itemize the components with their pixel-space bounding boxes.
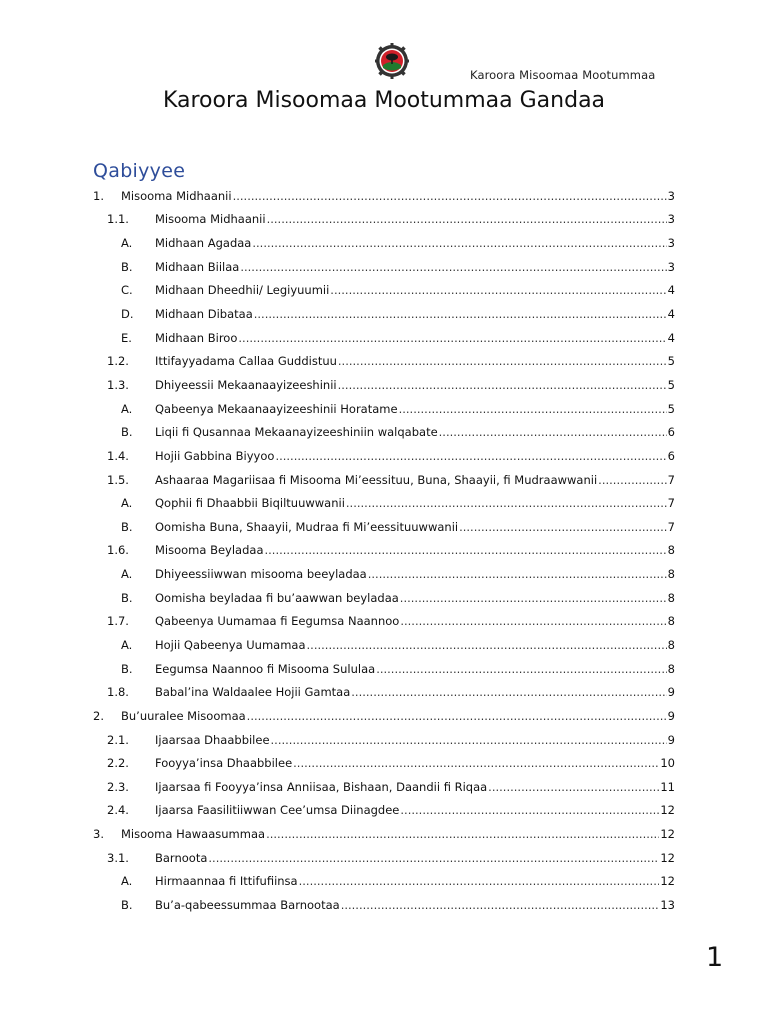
toc-entry-page: 8 <box>667 567 675 582</box>
toc-entry-page: 13 <box>660 898 675 913</box>
toc-entry-page: 3 <box>667 259 675 274</box>
toc-entry-number: A. <box>121 496 133 511</box>
toc-entry-number: A. <box>121 874 133 889</box>
toc-entry-number: 3.1. <box>107 850 129 865</box>
toc-entry-title[interactable]: Hirmaannaa fi Ittifufiinsa <box>155 874 298 889</box>
toc-dot-leader <box>400 803 659 817</box>
toc-entry-number: 1.6. <box>107 543 129 558</box>
toc-entry[interactable] <box>93 397 675 421</box>
toc-entry-page: 12 <box>660 874 675 889</box>
toc-entry-number: 2.1. <box>107 732 129 747</box>
toc-entry-number: E. <box>121 330 132 345</box>
toc-entry-page: 9 <box>667 685 675 700</box>
toc-heading: Qabiyyee <box>93 160 186 182</box>
toc-entry-page: 3 <box>667 188 675 203</box>
toc-entry[interactable] <box>93 208 675 232</box>
toc-entry-number: A. <box>121 567 133 582</box>
toc-entry[interactable] <box>93 184 675 208</box>
toc-entry[interactable] <box>93 680 675 704</box>
toc-entry-title[interactable]: Misooma Midhaanii <box>121 188 232 203</box>
toc-entry[interactable] <box>93 633 675 657</box>
toc-entry-title[interactable]: Eegumsa Naannoo fi Misooma Sululaa <box>155 661 376 676</box>
toc-dot-leader <box>338 354 667 368</box>
toc-dot-leader <box>238 331 666 345</box>
toc-entry[interactable] <box>93 468 675 492</box>
toc-entry-title[interactable]: Oomisha Buna, Shaayii, Mudraa fi Mi’eessituuwwanii <box>155 519 459 534</box>
toc-dot-leader <box>488 780 659 794</box>
toc-entry-page: 6 <box>667 448 675 463</box>
toc-entry[interactable] <box>93 444 675 468</box>
toc-dot-leader <box>598 473 667 487</box>
toc-entry-number: 1.2. <box>107 354 129 369</box>
page-number: 1 <box>706 942 724 973</box>
toc-dot-leader <box>338 378 667 392</box>
toc-dot-leader <box>266 827 659 841</box>
toc-dot-leader <box>254 307 667 321</box>
toc-entry[interactable] <box>93 326 675 350</box>
toc-entry-page: 4 <box>667 307 675 322</box>
toc-entry[interactable] <box>93 893 675 917</box>
toc-entry[interactable] <box>93 255 675 279</box>
toc-dot-leader <box>346 496 667 510</box>
toc-entry-page: 5 <box>667 401 675 416</box>
toc-entry-page: 5 <box>667 377 675 392</box>
toc-dot-leader <box>400 591 667 605</box>
toc-dot-leader <box>233 189 667 203</box>
toc-entry-number: 2.3. <box>107 779 129 794</box>
toc-entry[interactable] <box>93 846 675 870</box>
toc-entry[interactable] <box>93 491 675 515</box>
toc-dot-leader <box>267 212 667 226</box>
toc-entry[interactable] <box>93 373 675 397</box>
toc-entry-page: 3 <box>667 212 675 227</box>
toc-entry[interactable] <box>93 302 675 326</box>
toc-dot-leader <box>341 898 660 912</box>
toc-entry[interactable] <box>93 420 675 444</box>
toc-entry-title[interactable]: Ijaarsaa fi Fooyya’insa Anniisaa, Bishaan, Daandii fi Riqaa <box>155 779 488 794</box>
toc-entry-number: 1.3. <box>107 377 129 392</box>
toc-entry-title[interactable]: Bu’uuralee Misoomaa <box>121 708 246 723</box>
toc-entry-title[interactable]: Qabeenya Mekaanaayizeeshinii Horatame <box>155 401 398 416</box>
toc-entry-title[interactable]: Ijaarsa Faasilitiiwwan Cee’umsa Diinagdee <box>155 803 400 818</box>
toc-entry-title[interactable]: Midhaan Biilaa <box>155 259 240 274</box>
toc-entry-title[interactable]: Ijaarsaa Dhaabbilee <box>155 732 270 747</box>
toc-dot-leader <box>330 283 666 297</box>
toc-entry-page: 8 <box>667 614 675 629</box>
toc-entry-title[interactable]: Liqii fi Qusannaa Mekaanayizeeshiniin walqabate <box>155 425 438 440</box>
toc-entry-number: 1.7. <box>107 614 129 629</box>
toc-entry[interactable] <box>93 657 675 681</box>
toc-entry-title[interactable]: Barnoota <box>155 850 208 865</box>
toc-entry-number: C. <box>121 283 133 298</box>
toc-dot-leader <box>351 685 666 699</box>
toc-entry-number: 1.5. <box>107 472 129 487</box>
running-header: Karoora Misoomaa Mootummaa <box>470 68 656 82</box>
toc-entry-page: 4 <box>667 283 675 298</box>
toc-dot-leader <box>400 614 666 628</box>
toc-entry-page: 7 <box>667 496 675 511</box>
toc-entry-number: B. <box>121 425 133 440</box>
toc-entry-number: B. <box>121 519 133 534</box>
toc-entry-number: 2.4. <box>107 803 129 818</box>
toc-entry-number: B. <box>121 661 133 676</box>
toc-entry-page: 11 <box>660 779 675 794</box>
toc-entry[interactable] <box>93 799 675 823</box>
toc-entry-title[interactable]: Midhaan Agadaa <box>155 236 252 251</box>
toc-entry-number: 2.2. <box>107 756 129 771</box>
toc-entry-page: 9 <box>667 732 675 747</box>
toc-entry[interactable] <box>93 751 675 775</box>
toc-dot-leader <box>376 662 666 676</box>
toc-entry-number: D. <box>121 307 134 322</box>
toc-entry-title[interactable]: Qabeenya Uumamaa fi Eegumsa Naannoo <box>155 614 400 629</box>
toc-entry-number: 1.8. <box>107 685 129 700</box>
toc-dot-leader <box>240 260 666 274</box>
toc-entry-title[interactable]: Babal’ina Waldaalee Hojii Gamtaa <box>155 685 351 700</box>
toc-entry-title[interactable]: Dhiyeessii Mekaanaayizeeshinii <box>155 377 337 392</box>
toc-entry-page: 8 <box>667 661 675 676</box>
toc-entry-number: B. <box>121 259 133 274</box>
toc-dot-leader <box>439 425 667 439</box>
toc-entry-page: 3 <box>667 236 675 251</box>
toc-entry-title[interactable]: Fooyya’insa Dhaabbilee <box>155 756 293 771</box>
toc-entry[interactable] <box>93 231 675 255</box>
toc-entry-number: 1.4. <box>107 448 129 463</box>
toc-entry-page: 7 <box>667 472 675 487</box>
toc-entry[interactable] <box>93 539 675 563</box>
toc-entry-title[interactable]: Bu’a-qabeessummaa Barnootaa <box>155 898 340 913</box>
toc-entry-title[interactable]: Midhaan Dibataa <box>155 307 253 322</box>
toc-dot-leader <box>399 402 667 416</box>
toc-entry-title[interactable]: Ittifayyadama Callaa Guddistuu <box>155 354 337 369</box>
toc-entry-page: 8 <box>667 590 675 605</box>
toc-entry[interactable] <box>93 775 675 799</box>
toc-entry-title[interactable]: Midhaan Biroo <box>155 330 238 345</box>
toc-dot-leader <box>293 756 659 770</box>
table-of-contents <box>93 184 675 917</box>
toc-entry-page: 6 <box>667 425 675 440</box>
regional-emblem-icon <box>375 43 409 79</box>
toc-entry-number: B. <box>121 590 133 605</box>
toc-entry-number: 1.1. <box>107 212 129 227</box>
toc-entry-title[interactable]: Oomisha beyladaa fi bu’aawwan beyladaa <box>155 590 399 605</box>
toc-entry[interactable] <box>93 704 675 728</box>
toc-entry-title[interactable]: Ashaaraa Magariisaa fi Misooma Mi’eessituu, Buna, Shaayii, fi Mudraawwanii <box>155 472 598 487</box>
toc-entry[interactable] <box>93 728 675 752</box>
document-title: Karoora Misoomaa Mootummaa Gandaa <box>162 88 606 113</box>
toc-dot-leader <box>299 874 660 888</box>
toc-entry-page: 7 <box>667 519 675 534</box>
toc-entry-title[interactable]: Hojii Qabeenya Uumamaa <box>155 637 306 652</box>
toc-dot-leader <box>459 520 667 534</box>
toc-entry[interactable] <box>93 822 675 846</box>
toc-dot-leader <box>368 567 667 581</box>
toc-entry-number: 2. <box>93 708 104 723</box>
toc-entry[interactable] <box>93 870 675 894</box>
toc-entry-number: 1. <box>93 188 104 203</box>
toc-entry[interactable] <box>93 279 675 303</box>
toc-entry-title[interactable]: Misooma Midhaanii <box>155 212 266 227</box>
toc-entry-page: 9 <box>667 708 675 723</box>
toc-entry-page: 8 <box>667 543 675 558</box>
toc-entry-page: 10 <box>660 756 675 771</box>
toc-entry-number: A. <box>121 637 133 652</box>
toc-dot-leader <box>265 543 667 557</box>
toc-entry[interactable] <box>93 515 675 539</box>
toc-dot-leader <box>247 709 667 723</box>
toc-dot-leader <box>252 236 666 250</box>
toc-entry[interactable] <box>93 610 675 634</box>
toc-dot-leader <box>275 449 666 463</box>
toc-entry-page: 12 <box>660 850 675 865</box>
toc-entry-page: 12 <box>660 827 675 842</box>
toc-entry-number: B. <box>121 898 133 913</box>
toc-dot-leader <box>271 733 667 747</box>
toc-entry-title[interactable]: Dhiyeessiiwwan misooma beeyladaa <box>155 567 367 582</box>
toc-entry[interactable] <box>93 349 675 373</box>
toc-entry-title[interactable]: Misooma Hawaasummaa <box>121 827 266 842</box>
toc-entry-number: A. <box>121 401 133 416</box>
toc-dot-leader <box>307 638 667 652</box>
toc-entry[interactable] <box>93 586 675 610</box>
toc-entry-title[interactable]: Hojii Gabbina Biyyoo <box>155 448 275 463</box>
toc-entry-number: A. <box>121 236 133 251</box>
toc-entry-title[interactable]: Misooma Beyladaa <box>155 543 264 558</box>
toc-entry-number: 3. <box>93 827 104 842</box>
toc-entry[interactable] <box>93 562 675 586</box>
toc-dot-leader <box>208 851 659 865</box>
toc-entry-page: 12 <box>660 803 675 818</box>
toc-entry-page: 5 <box>667 354 675 369</box>
toc-entry-title[interactable]: Midhaan Dheedhii/ Legiyuumii <box>155 283 330 298</box>
toc-entry-title[interactable]: Qophii fi Dhaabbii Biqiltuuwwanii <box>155 496 345 511</box>
toc-entry-page: 8 <box>667 637 675 652</box>
toc-entry-page: 4 <box>667 330 675 345</box>
